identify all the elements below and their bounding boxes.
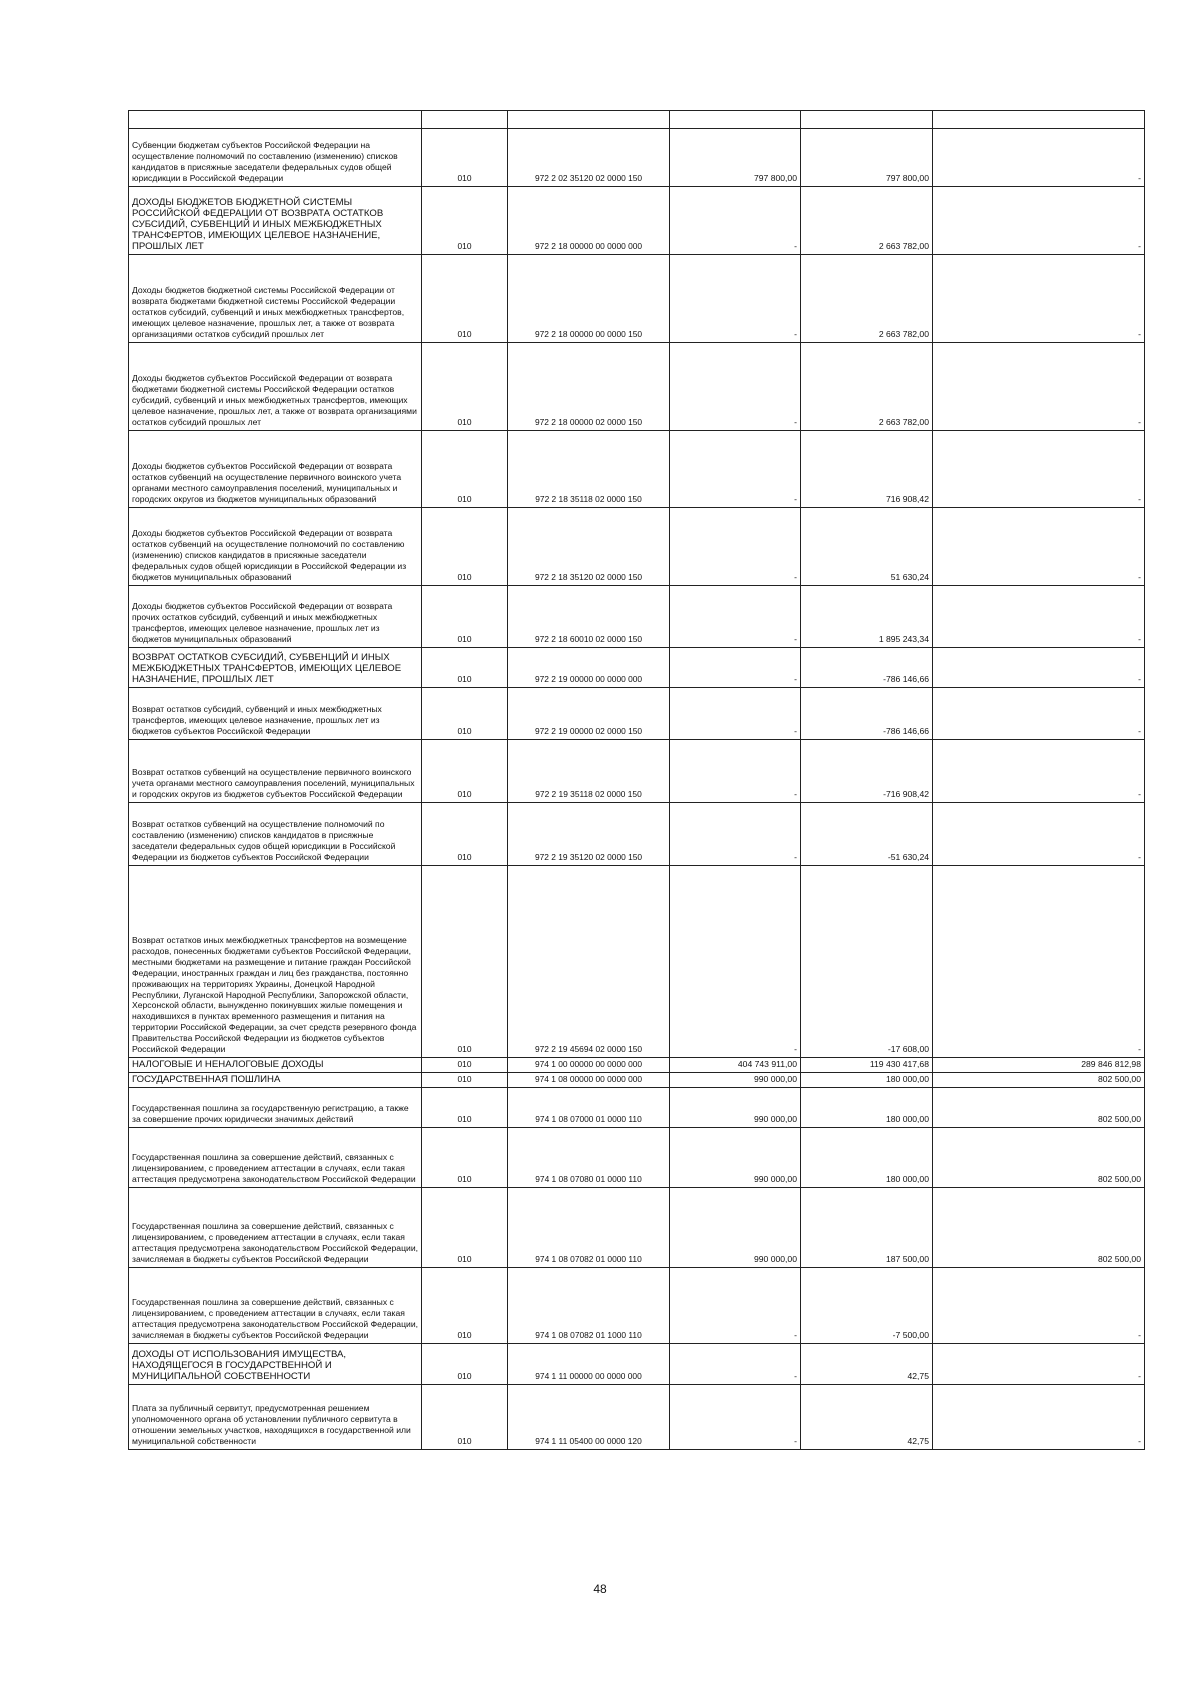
row-executed-cell: 180 000,00 <box>801 1128 933 1188</box>
row-unexecuted-cell: - <box>933 343 1145 431</box>
row-line-code-cell: 010 <box>422 1344 508 1385</box>
row-executed-cell: -716 908,42 <box>801 740 933 803</box>
row-line-code-cell: 010 <box>422 1088 508 1128</box>
row-approved-cell: - <box>670 586 801 648</box>
row-unexecuted-cell: 289 846 812,98 <box>933 1058 1145 1073</box>
row-line-code-cell: 010 <box>422 1385 508 1450</box>
table-row <box>129 187 1145 255</box>
row-approved-cell: - <box>670 740 801 803</box>
row-executed-cell: 716 908,42 <box>801 431 933 508</box>
row-approved-cell: - <box>670 255 801 343</box>
row-line-code-cell: 010 <box>422 688 508 740</box>
row-approved-cell: - <box>670 431 801 508</box>
row-unexecuted-cell: 802 500,00 <box>933 1128 1145 1188</box>
row-executed-cell: 797 800,00 <box>801 129 933 187</box>
row-budget-code-cell: 972 2 19 35120 02 0000 150 <box>508 803 670 866</box>
row-unexecuted-cell: - <box>933 129 1145 187</box>
table-row <box>129 1344 1145 1385</box>
row-budget-code-cell: 974 1 08 07082 01 1000 110 <box>508 1268 670 1344</box>
row-executed-cell: 2 663 782,00 <box>801 187 933 255</box>
row-approved-cell: - <box>670 803 801 866</box>
row-budget-code-cell: 972 2 18 00000 02 0000 150 <box>508 343 670 431</box>
row-approved-cell: - <box>670 866 801 1058</box>
row-approved-cell: - <box>670 343 801 431</box>
table-row <box>129 586 1145 648</box>
table-row <box>129 508 1145 586</box>
table-row <box>129 688 1145 740</box>
row-line-code-cell: 010 <box>422 508 508 586</box>
row-name-cell: Возврат остатков иных межбюджетных трансфертов на возмещение расходов, понесенных бюджетами субъектов Российской Федерации, местными бюджетами на размещение и питание граждан Российской Федерации, иностранных граждан и лиц без гражданства, постоянно проживающих на территориях Украины, Донецкой Народной Республики, Луганской Народной Республики, Запорожской области, Херсонской области, вынужденно покинувших жилые помещения и находившихся в пунктах временного размещения и питания на территории Российской Федерации, за счет средств резервного фонда Правительства Российской Федерации из бюджетов субъектов Российской Федерации <box>129 866 422 1058</box>
row-name-cell: Государственная пошлина за государственную регистрацию, а также за совершение прочих юридически значимых действий <box>129 1088 422 1128</box>
row-approved-cell: 990 000,00 <box>670 1088 801 1128</box>
row-name-cell: Доходы бюджетов субъектов Российской Федерации от возврата остатков субвенций на осуществление первичного воинского учета органами местного самоуправления поселений, муниципальных и городских округов из бюджетов муниципальных образований <box>129 431 422 508</box>
row-unexecuted-cell: - <box>933 1268 1145 1344</box>
row-executed-cell: 2 663 782,00 <box>801 255 933 343</box>
row-executed-cell: 180 000,00 <box>801 1088 933 1128</box>
row-approved-cell: - <box>670 1268 801 1344</box>
row-line-code-cell: 010 <box>422 187 508 255</box>
row-unexecuted-cell: - <box>933 586 1145 648</box>
row-unexecuted-cell: - <box>933 508 1145 586</box>
header-cell <box>129 111 422 129</box>
row-unexecuted-cell: - <box>933 688 1145 740</box>
row-name-cell: ДОХОДЫ ОТ ИСПОЛЬЗОВАНИЯ ИМУЩЕСТВА, НАХОДЯЩЕГОСЯ В ГОСУДАРСТВЕННОЙ И МУНИЦИПАЛЬНОЙ СОБСТВЕННОСТИ <box>129 1344 422 1385</box>
table-row <box>129 803 1145 866</box>
table-header-row <box>129 111 1145 129</box>
row-line-code-cell: 010 <box>422 343 508 431</box>
table-body <box>129 111 1145 1450</box>
row-executed-cell: -17 608,00 <box>801 866 933 1058</box>
row-name-cell: Субвенции бюджетам субъектов Российской Федерации на осуществление полномочий по составлению (изменению) списков кандидатов в присяжные заседатели федеральных судов общей юрисдикции в Российской Федерации <box>129 129 422 187</box>
row-line-code-cell: 010 <box>422 1073 508 1088</box>
revenue-table <box>128 110 1145 1450</box>
row-executed-cell: 180 000,00 <box>801 1073 933 1088</box>
row-name-cell: Доходы бюджетов субъектов Российской Федерации от возврата прочих остатков субсидий, субвенций и иных межбюджетных трансфертов, имеющих целевое назначение, прошлых лет из бюджетов муниципальных образований <box>129 586 422 648</box>
row-unexecuted-cell: 802 500,00 <box>933 1188 1145 1268</box>
row-executed-cell: -51 630,24 <box>801 803 933 866</box>
row-name-cell: Доходы бюджетов бюджетной системы Российской Федерации от возврата бюджетами бюджетной системы Российской Федерации остатков субсидий, субвенций и иных межбюджетных трансфертов, имеющих целевое назначение, прошлых лет, а также от возврата организациями остатков субсидий прошлых лет <box>129 255 422 343</box>
table-row <box>129 431 1145 508</box>
row-budget-code-cell: 974 1 08 07080 01 0000 110 <box>508 1128 670 1188</box>
row-executed-cell: 42,75 <box>801 1344 933 1385</box>
row-approved-cell: - <box>670 1385 801 1450</box>
row-line-code-cell: 010 <box>422 866 508 1058</box>
row-line-code-cell: 010 <box>422 740 508 803</box>
row-executed-cell: 1 895 243,34 <box>801 586 933 648</box>
row-budget-code-cell: 972 2 02 35120 02 0000 150 <box>508 129 670 187</box>
row-unexecuted-cell: - <box>933 648 1145 688</box>
table-row <box>129 1088 1145 1128</box>
row-budget-code-cell: 972 2 18 35120 02 0000 150 <box>508 508 670 586</box>
row-budget-code-cell: 974 1 08 07000 01 0000 110 <box>508 1088 670 1128</box>
table-row <box>129 343 1145 431</box>
row-budget-code-cell: 972 2 19 45694 02 0000 150 <box>508 866 670 1058</box>
row-approved-cell: - <box>670 648 801 688</box>
row-line-code-cell: 010 <box>422 803 508 866</box>
row-name-cell: ГОСУДАРСТВЕННАЯ ПОШЛИНА <box>129 1073 422 1088</box>
row-unexecuted-cell: - <box>933 866 1145 1058</box>
header-cell <box>508 111 670 129</box>
row-executed-cell: 2 663 782,00 <box>801 343 933 431</box>
row-budget-code-cell: 972 2 19 00000 02 0000 150 <box>508 688 670 740</box>
row-line-code-cell: 010 <box>422 1188 508 1268</box>
table-row <box>129 1268 1145 1344</box>
table-row <box>129 1058 1145 1073</box>
row-budget-code-cell: 974 1 08 07082 01 0000 110 <box>508 1188 670 1268</box>
header-cell <box>801 111 933 129</box>
row-executed-cell: 51 630,24 <box>801 508 933 586</box>
row-budget-code-cell: 972 2 18 35118 02 0000 150 <box>508 431 670 508</box>
page-number: 48 <box>593 1582 607 1596</box>
row-budget-code-cell: 974 1 00 00000 00 0000 000 <box>508 1058 670 1073</box>
row-budget-code-cell: 974 1 11 05400 00 0000 120 <box>508 1385 670 1450</box>
table-row <box>129 740 1145 803</box>
row-name-cell: Возврат остатков субвенций на осуществление первичного воинского учета органами местного самоуправления поселений, муниципальных и городских округов из бюджетов субъектов Российской Федерации <box>129 740 422 803</box>
row-approved-cell: 404 743 911,00 <box>670 1058 801 1073</box>
row-name-cell: Государственная пошлина за совершение действий, связанных с лицензированием, с проведением аттестации в случаях, если такая аттестация предусмотрена законодательством Российской Федерации <box>129 1128 422 1188</box>
table-row <box>129 866 1145 1058</box>
row-name-cell: Доходы бюджетов субъектов Российской Федерации от возврата остатков субвенций на осуществление полномочий по составлению (изменению) списков кандидатов в присяжные заседатели федеральных судов общей юрисдикции в Российской Федерации из бюджетов муниципальных образований <box>129 508 422 586</box>
row-budget-code-cell: 972 2 19 00000 00 0000 000 <box>508 648 670 688</box>
row-line-code-cell: 010 <box>422 586 508 648</box>
row-name-cell: Плата за публичный сервитут, предусмотренная решением уполномоченного органа об установлении публичного сервитута в отношении земельных участков, находящихся в государственной или муниципальной собственности <box>129 1385 422 1450</box>
row-line-code-cell: 010 <box>422 431 508 508</box>
table-row <box>129 1128 1145 1188</box>
row-line-code-cell: 010 <box>422 255 508 343</box>
table-row <box>129 1385 1145 1450</box>
table-row <box>129 648 1145 688</box>
row-name-cell: Возврат остатков субсидий, субвенций и иных межбюджетных трансфертов, имеющих целевое назначение, прошлых лет из бюджетов субъектов Российской Федерации <box>129 688 422 740</box>
row-approved-cell: 990 000,00 <box>670 1128 801 1188</box>
row-name-cell: Доходы бюджетов субъектов Российской Федерации от возврата бюджетами бюджетной системы Российской Федерации остатков субсидий, субвенций и иных межбюджетных трансфертов, имеющих целевое назначение, прошлых лет, а также от возврата организациями остатков субсидий прошлых лет <box>129 343 422 431</box>
row-budget-code-cell: 974 1 08 00000 00 0000 000 <box>508 1073 670 1088</box>
table-row <box>129 255 1145 343</box>
header-cell <box>422 111 508 129</box>
row-line-code-cell: 010 <box>422 1268 508 1344</box>
row-unexecuted-cell: 802 500,00 <box>933 1073 1145 1088</box>
row-line-code-cell: 010 <box>422 1058 508 1073</box>
table-row <box>129 129 1145 187</box>
row-unexecuted-cell: - <box>933 1385 1145 1450</box>
table-row <box>129 1073 1145 1088</box>
row-budget-code-cell: 972 2 18 00000 00 0000 000 <box>508 187 670 255</box>
row-line-code-cell: 010 <box>422 648 508 688</box>
row-approved-cell: - <box>670 1344 801 1385</box>
row-approved-cell: 990 000,00 <box>670 1188 801 1268</box>
row-approved-cell: 797 800,00 <box>670 129 801 187</box>
row-name-cell: Государственная пошлина за совершение действий, связанных с лицензированием, с проведением аттестации в случаях, если такая аттестация предусмотрена законодательством Российской Федерации, зачисляемая в бюджеты субъектов Российской Федерации <box>129 1268 422 1344</box>
row-executed-cell: -7 500,00 <box>801 1268 933 1344</box>
table-row <box>129 1188 1145 1268</box>
row-unexecuted-cell: - <box>933 803 1145 866</box>
row-executed-cell: 187 500,00 <box>801 1188 933 1268</box>
row-line-code-cell: 010 <box>422 129 508 187</box>
row-executed-cell: -786 146,66 <box>801 688 933 740</box>
row-unexecuted-cell: - <box>933 187 1145 255</box>
row-executed-cell: 119 430 417,68 <box>801 1058 933 1073</box>
row-name-cell: ВОЗВРАТ ОСТАТКОВ СУБСИДИЙ, СУБВЕНЦИЙ И ИНЫХ МЕЖБЮДЖЕТНЫХ ТРАНСФЕРТОВ, ИМЕЮЩИХ ЦЕЛЕВОЕ НАЗНАЧЕНИЕ, ПРОШЛЫХ ЛЕТ <box>129 648 422 688</box>
row-approved-cell: 990 000,00 <box>670 1073 801 1088</box>
row-name-cell: НАЛОГОВЫЕ И НЕНАЛОГОВЫЕ ДОХОДЫ <box>129 1058 422 1073</box>
row-unexecuted-cell: 802 500,00 <box>933 1088 1145 1128</box>
row-name-cell: Возврат остатков субвенций на осуществление полномочий по составлению (изменению) списков кандидатов в присяжные заседатели федеральных судов общей юрисдикции в Российской Федерации из бюджетов субъектов Российской Федерации <box>129 803 422 866</box>
row-unexecuted-cell: - <box>933 1344 1145 1385</box>
row-name-cell: Государственная пошлина за совершение действий, связанных с лицензированием, с проведением аттестации в случаях, если такая аттестация предусмотрена законодательством Российской Федерации, зачисляемая в бюджеты субъектов Российской Федерации <box>129 1188 422 1268</box>
row-unexecuted-cell: - <box>933 740 1145 803</box>
row-unexecuted-cell: - <box>933 255 1145 343</box>
header-cell <box>933 111 1145 129</box>
row-name-cell: ДОХОДЫ БЮДЖЕТОВ БЮДЖЕТНОЙ СИСТЕМЫ РОССИЙСКОЙ ФЕДЕРАЦИИ ОТ ВОЗВРАТА ОСТАТКОВ СУБСИДИЙ, СУБВЕНЦИЙ И ИНЫХ МЕЖБЮДЖЕТНЫХ ТРАНСФЕРТОВ, ИМЕЮЩИХ ЦЕЛЕВОЕ НАЗНАЧЕНИЕ, ПРОШЛЫХ ЛЕТ <box>129 187 422 255</box>
row-approved-cell: - <box>670 187 801 255</box>
row-approved-cell: - <box>670 508 801 586</box>
row-budget-code-cell: 972 2 19 35118 02 0000 150 <box>508 740 670 803</box>
row-budget-code-cell: 972 2 18 00000 00 0000 150 <box>508 255 670 343</box>
row-executed-cell: -786 146,66 <box>801 648 933 688</box>
row-approved-cell: - <box>670 688 801 740</box>
row-line-code-cell: 010 <box>422 1128 508 1188</box>
row-budget-code-cell: 972 2 18 60010 02 0000 150 <box>508 586 670 648</box>
header-cell <box>670 111 801 129</box>
row-budget-code-cell: 974 1 11 00000 00 0000 000 <box>508 1344 670 1385</box>
row-unexecuted-cell: - <box>933 431 1145 508</box>
row-executed-cell: 42,75 <box>801 1385 933 1450</box>
